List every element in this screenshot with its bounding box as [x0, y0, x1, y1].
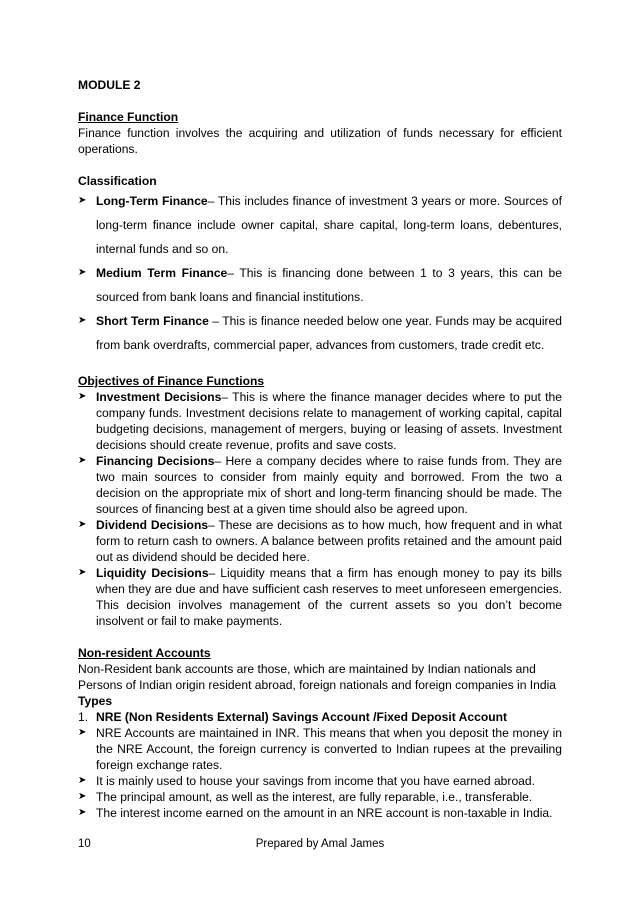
classification-heading: Classification: [78, 174, 157, 188]
nre-points-list: [78, 725, 562, 821]
list-item: [78, 517, 562, 565]
bullet-text: NRE Accounts are maintained in INR. This means that when you deposit the money in the NRE Account, the foreign currency is converted to Indian rupees at the prevailing foreign exchange rates.: [96, 726, 562, 772]
types-heading: Types: [78, 694, 113, 708]
finance-function-text: Finance function involves the acquiring and utilization of funds necessary for efficient operations.: [78, 126, 562, 156]
nre-account-title: NRE (Non Residents External) Savings Account /Fixed Deposit Account: [96, 710, 508, 724]
bullet-text: – This is finance needed below one year. Funds may be acquired from bank overdrafts, commercial paper, advances from customers, trade credit etc.: [96, 314, 563, 352]
non-resident-heading: Non-resident Accounts: [78, 646, 211, 660]
module-title: MODULE 2: [78, 78, 141, 92]
classification-list: [78, 189, 562, 357]
bullet-term: Long-Term Finance: [96, 194, 208, 208]
bullet-term: Liquidity Decisions: [96, 566, 209, 580]
bullet-text: – These are decisions as to how much, how frequent and in what form to return cash to owners. A balance between profits retained and the amount paid out as dividend should be decided here.: [96, 518, 563, 564]
arrow-bullet-icon: ➤: [78, 267, 87, 278]
bullet-term: Medium Term Finance: [96, 266, 228, 280]
objectives-heading: Objectives of Finance Functions: [78, 374, 265, 388]
numbered-item: [78, 709, 562, 725]
arrow-bullet-icon: ➤: [78, 567, 87, 578]
list-item: [78, 773, 562, 789]
page-content: [78, 77, 562, 821]
non-resident-text: Non-Resident bank accounts are those, which are maintained by Indian nationals and Persons of Indian origin resident abroad, foreign nationals and foreign companies in India: [78, 662, 557, 692]
arrow-bullet-icon: ➤: [78, 455, 87, 466]
finance-function-heading: Finance Function: [78, 110, 179, 124]
objectives-list: [78, 389, 562, 629]
bullet-text: It is mainly used to house your savings from income that you have earned abroad.: [96, 774, 535, 788]
page-number: 10: [78, 838, 91, 850]
bullet-term: Dividend Decisions: [96, 518, 209, 532]
list-item: [78, 189, 562, 261]
arrow-bullet-icon: ➤: [78, 775, 87, 786]
bullet-text: – Here a company decides where to raise funds from. They are two main sources to consider from mainly equity and borrowed. From the two a decision on the appropriate mix of short and long-term financing should be made. The sources of financing best at a given time should also be agreed upon.: [96, 454, 562, 516]
list-item: [78, 565, 562, 629]
bullet-text: – This is financing done between 1 to 3 years, this can be sourced from bank loans and financial institutions.: [96, 266, 562, 304]
list-item: [78, 725, 562, 773]
arrow-bullet-icon: ➤: [78, 315, 87, 326]
list-item: [78, 309, 562, 357]
arrow-bullet-icon: ➤: [78, 195, 87, 206]
arrow-bullet-icon: ➤: [78, 727, 87, 738]
bullet-text: – Liquidity means that a firm has enough money to pay its bills when they are due and have sufficient cash reserves to meet unforeseen emergencies. This decision involves management of the current assets so you don’t become insolvent or fail to make payments.: [96, 566, 562, 628]
list-item: [78, 789, 562, 805]
item-number: 1.: [78, 710, 89, 724]
bullet-term: Financing Decisions: [96, 454, 215, 468]
prepared-by: Prepared by Amal James: [255, 838, 385, 850]
bullet-term: Investment Decisions: [96, 390, 222, 404]
bullet-term: Short Term Finance: [96, 314, 209, 328]
list-item: [78, 261, 562, 309]
list-item: [78, 805, 562, 821]
bullet-text: The principal amount, as well as the interest, are fully reparable, i.e., transferable.: [96, 790, 533, 804]
bullet-text: – This is where the finance manager decides where to put the company funds. Investment decisions relate to management of working capital, capital budgeting decisions, management of mergers, buying or leasing of assets. Investment decisions should create revenue, profits and save costs.: [96, 390, 562, 452]
list-item: [78, 389, 562, 453]
bullet-text: – This includes finance of investment 3 years or more. Sources of long-term finance include owner capital, share capital, long-term loans, debentures, internal funds and so on.: [96, 194, 563, 256]
arrow-bullet-icon: ➤: [78, 391, 87, 402]
bullet-text: The interest income earned on the amount in an NRE account is non-taxable in India.: [96, 806, 553, 820]
arrow-bullet-icon: ➤: [78, 519, 87, 530]
arrow-bullet-icon: ➤: [78, 807, 87, 818]
list-item: [78, 453, 562, 517]
arrow-bullet-icon: ➤: [78, 791, 87, 802]
